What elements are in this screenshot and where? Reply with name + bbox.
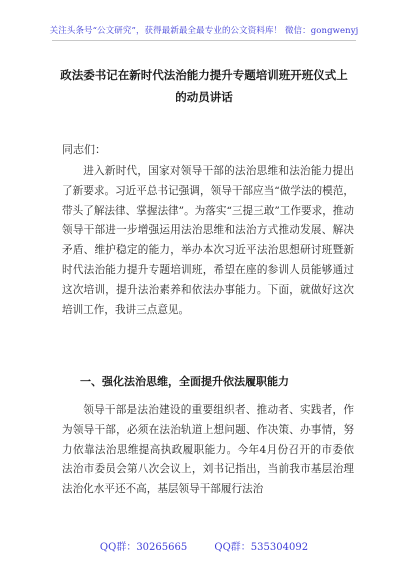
paragraph-intro: 进入新时代，国家对领导干部的法治思维和法治能力提出了新要求。习近平总书记强调，领导干部应当“做学法的模范，带头了解法律、掌握法律”。为落实“三提三敢”工作要求，推动领导干部进一步增强运用法治思维和法治方式推动发展、解决矛盾、维护稳定的能力，举办本次习近平法治思想研讨班暨新时代法治能力提升专题培训班，希望在座的参训人员能够通过这次培训，提升法治素养和依法办事能力。下面，就做好这次培训工作，我讲三点意见。 xyxy=(62,165,354,316)
section-heading-1: 一、强化法治思维，全面提升依法履职能力 xyxy=(80,375,289,388)
footer-qq-group-2[interactable]: QQ群：535304092 xyxy=(214,542,309,553)
title-line-1: 政法委书记在新时代法治能力提升专题培训班开班仪式上 xyxy=(60,68,348,82)
salutation: 同志们： xyxy=(62,143,106,156)
title-line-2: 的动员讲话 xyxy=(175,90,233,104)
footer-qq-group-1[interactable]: QQ群：30265665 xyxy=(99,542,188,553)
paragraph-section-1: 领导干部是法治建设的重要组织者、推动者、实践者，作为领导干部，必须在法治轨道上想问题、作决策、办事情，努力依靠法治思维提高执政履职能力。今年4月份召开的市委依法治市委员会第八次会议上，刘书记指出，当前我市基层治理法治化水平还不高，基层领导干部履行法治 xyxy=(62,404,354,496)
footer-contacts xyxy=(0,538,408,554)
promo-banner[interactable]: 关注头条号“公文研究”，获得最新最全最专业的公文资料库！ 微信：gongwenyj xyxy=(49,26,359,36)
document-title xyxy=(52,64,356,108)
header-rule xyxy=(52,40,356,41)
